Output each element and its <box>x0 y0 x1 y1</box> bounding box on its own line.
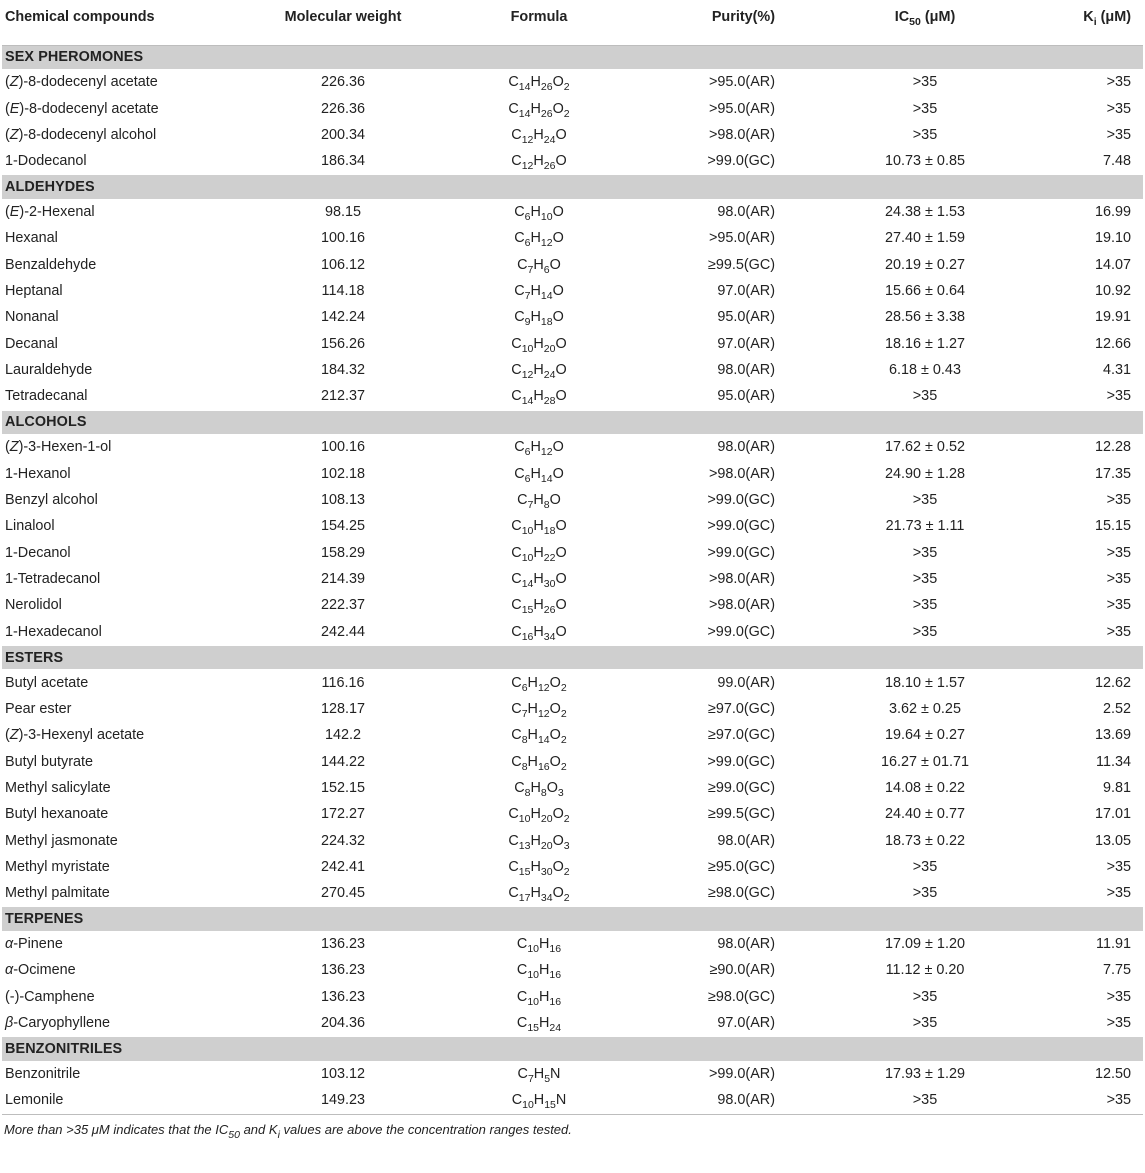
cell-mw: 270.45 <box>320 885 365 902</box>
cell-formula: $C_7H_5N$ <box>517 1066 561 1086</box>
table-row <box>2 984 1143 1010</box>
cell-ki: 16.99 <box>1094 204 1131 221</box>
cell-formula: $C_{15}H_{24}$ <box>516 1015 562 1035</box>
cell-compound: Pear ester <box>5 700 72 717</box>
cell-ic50: 24.90 ± 1.28 <box>885 465 965 482</box>
section-title: SEX PHEROMONES <box>2 45 1143 69</box>
cell-mw: 100.16 <box>320 439 365 456</box>
header-purity: Purity(%) <box>644 0 845 45</box>
table-row <box>2 696 1143 722</box>
cell-ic50: >35 <box>912 1015 938 1032</box>
cell-mw: 136.23 <box>320 988 365 1005</box>
header-formula: Formula <box>434 0 644 45</box>
table-row <box>2 748 1143 774</box>
cell-compound: Benzonitrile <box>5 1066 81 1083</box>
table-row <box>2 487 1143 513</box>
cell-ic50: >35 <box>912 1092 938 1109</box>
cell-formula: $C_{13}H_{20}O_3$ <box>508 832 570 852</box>
table-row <box>2 931 1143 957</box>
cell-formula: $C_{14}H_{30}O$ <box>511 571 567 591</box>
cell-compound: (Z)-8-dodecenyl acetate <box>5 74 158 91</box>
cell-mw: 226.36 <box>320 100 365 117</box>
cell-purity: 98.0(AR) <box>717 936 775 953</box>
cell-ki: 10.92 <box>1094 283 1131 300</box>
cell-purity: 98.0(AR) <box>717 204 775 221</box>
cell-mw: 156.26 <box>320 335 365 352</box>
cell-ic50: 17.93 ± 1.29 <box>885 1066 965 1083</box>
cell-mw: 154.25 <box>320 518 365 535</box>
cell-ki: >35 <box>1106 126 1131 143</box>
cell-compound: Tetradecanal <box>5 388 88 405</box>
cell-mw: 136.23 <box>320 962 365 979</box>
table-row <box>2 854 1143 880</box>
cell-ic50: 14.08 ± 0.22 <box>885 779 965 796</box>
cell-purity: 98.0(AR) <box>717 1092 775 1109</box>
cell-ic50: >35 <box>912 885 938 902</box>
cell-compound: 1-Decanol <box>5 544 71 561</box>
cell-ic50: 24.40 ± 0.77 <box>885 806 965 823</box>
header-compound: Chemical compounds <box>2 0 252 45</box>
cell-ic50: 18.73 ± 0.22 <box>885 832 965 849</box>
cell-compound: Benzyl alcohol <box>5 491 98 508</box>
cell-mw: 136.23 <box>320 936 365 953</box>
cell-purity: >99.0(GC) <box>707 623 775 640</box>
cell-mw: 102.18 <box>320 465 365 482</box>
cell-formula: $C_7H_8O$ <box>517 491 561 511</box>
cell-formula: $C_{12}H_{24}O$ <box>511 126 567 146</box>
cell-compound: (Z)-8-dodecenyl alcohol <box>5 126 157 143</box>
table-row <box>2 434 1143 460</box>
cell-formula: $C_{14}H_{26}O_2$ <box>508 100 570 120</box>
cell-purity: >98.0(AR) <box>709 597 775 614</box>
cell-ic50: 19.64 ± 0.27 <box>885 727 965 744</box>
cell-purity: 98.0(AR) <box>717 362 775 379</box>
cell-ki: 17.01 <box>1094 806 1131 823</box>
cell-compound: Nonanal <box>5 309 59 326</box>
cell-purity: >95.0(AR) <box>709 100 775 117</box>
cell-purity: >98.0(AR) <box>709 571 775 588</box>
cell-ic50: 3.62 ± 0.25 <box>889 700 961 717</box>
cell-ic50: >35 <box>912 74 938 91</box>
cell-purity: 97.0(AR) <box>717 335 775 352</box>
cell-ki: >35 <box>1106 74 1131 91</box>
cell-purity: ≥97.0(GC) <box>707 727 775 744</box>
cell-formula: $C_8H_8O_3$ <box>514 779 564 799</box>
cell-mw: 226.36 <box>320 74 365 91</box>
cell-mw: 242.41 <box>320 858 365 875</box>
cell-ki: 7.48 <box>1102 153 1131 170</box>
table-row <box>2 122 1143 148</box>
cell-purity: ≥98.0(GC) <box>707 988 775 1005</box>
cell-purity: >95.0(AR) <box>709 74 775 91</box>
table-row <box>2 801 1143 827</box>
cell-formula: $C_6H_{12}O$ <box>514 439 564 459</box>
cell-mw: 204.36 <box>320 1015 365 1032</box>
cell-ki: 12.50 <box>1094 1066 1131 1083</box>
cell-purity: 97.0(AR) <box>717 283 775 300</box>
cell-compound: α-Pinene <box>5 936 63 953</box>
table-row <box>2 775 1143 801</box>
cell-ic50: >35 <box>912 491 938 508</box>
cell-formula: $C_{12}H_{26}O$ <box>511 153 567 173</box>
cell-mw: 149.23 <box>320 1092 365 1109</box>
cell-ic50: >35 <box>912 597 938 614</box>
cell-compound: (E)-2-Hexenal <box>5 204 95 221</box>
cell-ic50: 11.12 ± 0.20 <box>885 962 965 979</box>
cell-formula: $C_{14}H_{28}O$ <box>511 388 567 408</box>
cell-ic50: >35 <box>912 858 938 875</box>
cell-ki: 19.10 <box>1094 230 1131 247</box>
cell-ki: 13.69 <box>1094 727 1131 744</box>
cell-formula: $C_{10}H_{15}N$ <box>511 1092 567 1112</box>
cell-ki: >35 <box>1106 388 1131 405</box>
cell-purity: 95.0(AR) <box>717 309 775 326</box>
cell-purity: >95.0(AR) <box>709 230 775 247</box>
cell-compound: 1-Hexanol <box>5 465 71 482</box>
cell-ic50: 10.73 ± 0.85 <box>885 153 965 170</box>
cell-formula: $C_{10}H_{16}$ <box>516 936 562 956</box>
cell-ic50: 17.09 ± 1.20 <box>885 936 965 953</box>
cell-ki: 2.52 <box>1102 700 1131 717</box>
cell-formula: $C_{10}H_{20}O$ <box>511 335 567 355</box>
cell-compound: α-Ocimene <box>5 962 76 979</box>
cell-mw: 212.37 <box>320 388 365 405</box>
table-row <box>2 148 1143 175</box>
cell-mw: 144.22 <box>320 753 365 770</box>
table-row <box>2 592 1143 618</box>
cell-purity: >99.0(AR) <box>709 1066 775 1083</box>
cell-mw: 106.12 <box>320 256 365 273</box>
cell-ic50: >35 <box>912 988 938 1005</box>
table-row <box>2 722 1143 748</box>
table-row <box>2 95 1143 121</box>
cell-mw: 172.27 <box>320 806 365 823</box>
section-header-row <box>2 1037 1143 1061</box>
cell-mw: 142.2 <box>324 727 361 744</box>
cell-purity: 98.0(AR) <box>717 832 775 849</box>
cell-formula: $C_7H_6O$ <box>517 256 561 276</box>
cell-formula: $C_{17}H_{34}O_2$ <box>508 885 570 905</box>
cell-purity: ≥90.0(AR) <box>709 962 775 979</box>
cell-formula: $C_{10}H_{22}O$ <box>511 544 567 564</box>
cell-ic50: 15.66 ± 0.64 <box>885 283 965 300</box>
compounds-table <box>2 0 1143 1115</box>
cell-formula: $C_{10}H_{20}O_2$ <box>508 806 570 826</box>
section-title: ALDEHYDES <box>2 175 1143 199</box>
cell-mw: 116.16 <box>321 674 365 691</box>
cell-ic50: >35 <box>912 544 938 561</box>
section-title: ESTERS <box>2 645 1143 669</box>
cell-ic50: 27.40 ± 1.59 <box>885 230 965 247</box>
cell-compound: (-)-Camphene <box>5 988 95 1005</box>
cell-purity: 95.0(AR) <box>717 388 775 405</box>
cell-mw: 184.32 <box>320 362 365 379</box>
section-header-row <box>2 907 1143 931</box>
cell-formula: $C_{14}H_{26}O_2$ <box>508 74 570 94</box>
cell-compound: (Z)-3-Hexenyl acetate <box>5 727 145 744</box>
cell-purity: 98.0(AR) <box>717 439 775 456</box>
table-row <box>2 957 1143 983</box>
cell-ic50: 20.19 ± 0.27 <box>885 256 965 273</box>
header-molecular-weight: Molecular weight <box>252 0 434 45</box>
table-row <box>2 880 1143 907</box>
cell-ki: >35 <box>1106 571 1131 588</box>
cell-compound: Nerolidol <box>5 597 62 614</box>
table-footnote: More than >35 μM indicates that the $IC_{50}$ and $K_i$ values are above the concentration ranges tested. <box>4 1121 572 1141</box>
cell-ki: 19.91 <box>1094 309 1131 326</box>
section-header-row <box>2 410 1143 434</box>
cell-ki: 12.28 <box>1094 439 1131 456</box>
cell-compound: Lemonile <box>5 1092 64 1109</box>
cell-ic50: 18.10 ± 1.57 <box>885 674 965 691</box>
cell-mw: 242.44 <box>320 623 365 640</box>
cell-compound: Methyl palmitate <box>5 885 110 902</box>
cell-purity: ≥98.0(GC) <box>707 885 775 902</box>
cell-formula: $C_8H_{14}O_2$ <box>511 727 567 747</box>
cell-mw: 200.34 <box>320 126 365 143</box>
cell-mw: 128.17 <box>320 700 365 717</box>
cell-formula: $C_{15}H_{26}O$ <box>511 597 567 617</box>
section-header-row <box>2 645 1143 669</box>
cell-compound: (E)-8-dodecenyl acetate <box>5 100 159 117</box>
cell-ki: >35 <box>1106 491 1131 508</box>
section-header-row <box>2 45 1143 69</box>
cell-ki: 4.31 <box>1102 362 1131 379</box>
cell-ki: >35 <box>1106 597 1131 614</box>
table-row <box>2 199 1143 225</box>
cell-purity: ≥99.0(GC) <box>707 779 775 796</box>
cell-ki: 9.81 <box>1102 779 1131 796</box>
cell-ki: >35 <box>1106 885 1131 902</box>
cell-purity: >98.0(AR) <box>709 465 775 482</box>
cell-formula: $C_7H_{14}O$ <box>514 283 564 303</box>
cell-ki: 11.91 <box>1096 936 1131 953</box>
table-row <box>2 540 1143 566</box>
cell-compound: Heptanal <box>5 283 63 300</box>
table-row <box>2 383 1143 410</box>
table-row <box>2 304 1143 330</box>
table-row <box>2 566 1143 592</box>
cell-purity: ≥99.5(GC) <box>707 806 775 823</box>
cell-purity: >99.0(GC) <box>707 518 775 535</box>
cell-formula: $C_9H_{18}O$ <box>514 309 564 329</box>
cell-compound: Methyl myristate <box>5 858 110 875</box>
cell-mw: 108.13 <box>320 491 365 508</box>
table-row <box>2 278 1143 304</box>
cell-ki: 7.75 <box>1102 962 1131 979</box>
section-title: BENZONITRILES <box>2 1037 1143 1061</box>
table-row <box>2 252 1143 278</box>
cell-ic50: 17.62 ± 0.52 <box>885 439 965 456</box>
table-row <box>2 357 1143 383</box>
cell-ki: 12.62 <box>1094 674 1131 691</box>
cell-mw: 222.37 <box>320 597 365 614</box>
cell-ki: 17.35 <box>1094 465 1131 482</box>
cell-formula: $C_6H_{10}O$ <box>514 204 564 224</box>
cell-formula: $C_{10}H_{16}$ <box>516 988 562 1008</box>
cell-mw: 152.15 <box>320 779 365 796</box>
cell-compound: Methyl salicylate <box>5 779 111 796</box>
cell-ic50: 24.38 ± 1.53 <box>885 204 965 221</box>
section-title: TERPENES <box>2 907 1143 931</box>
cell-ic50: 16.27 ± 01.71 <box>881 753 969 770</box>
cell-ic50: >35 <box>912 623 938 640</box>
cell-compound: Decanal <box>5 335 58 352</box>
cell-compound: Butyl acetate <box>5 674 89 691</box>
cell-compound: 1-Hexadecanol <box>5 623 102 640</box>
cell-compound: Hexanal <box>5 230 58 247</box>
cell-compound: Butyl hexanoate <box>5 806 109 823</box>
cell-ic50: 28.56 ± 3.38 <box>885 309 965 326</box>
cell-ki: >35 <box>1106 988 1131 1005</box>
table-row <box>2 669 1143 695</box>
table-row <box>2 1087 1143 1114</box>
table-row <box>2 225 1143 251</box>
cell-purity: ≥95.0(GC) <box>707 858 775 875</box>
cell-ki: >35 <box>1106 623 1131 640</box>
cell-mw: 114.18 <box>321 283 365 300</box>
cell-mw: 224.32 <box>320 832 365 849</box>
cell-formula: $C_7H_{12}O_2$ <box>511 700 567 720</box>
header-ic50: $IC_{50}$ (μM) <box>845 0 1005 45</box>
cell-ki: 12.66 <box>1094 335 1131 352</box>
cell-formula: $C_6H_{12}O$ <box>514 230 564 250</box>
cell-ki: 11.34 <box>1096 753 1131 770</box>
cell-ic50: 6.18 ± 0.43 <box>889 362 961 379</box>
cell-ic50: >35 <box>912 388 938 405</box>
cell-ic50: 18.16 ± 1.27 <box>885 335 965 352</box>
cell-formula: $C_6H_{12}O_2$ <box>511 674 567 694</box>
cell-purity: >99.0(GC) <box>707 491 775 508</box>
cell-purity: >98.0(AR) <box>709 126 775 143</box>
cell-compound: Methyl jasmonate <box>5 832 118 849</box>
cell-compound: Lauraldehyde <box>5 362 93 379</box>
cell-formula: $C_{12}H_{24}O$ <box>511 362 567 382</box>
cell-ki: 14.07 <box>1094 256 1131 273</box>
section-title: ALCOHOLS <box>2 410 1143 434</box>
cell-compound: 1-Tetradecanol <box>5 571 101 588</box>
cell-ic50: 21.73 ± 1.11 <box>885 518 965 535</box>
cell-ki: 15.15 <box>1094 518 1131 535</box>
table-row <box>2 513 1143 539</box>
cell-purity: ≥99.5(GC) <box>707 256 775 273</box>
table-row <box>2 1010 1143 1037</box>
cell-ki: 13.05 <box>1094 832 1131 849</box>
cell-ki: >35 <box>1106 100 1131 117</box>
cell-compound: β-Caryophyllene <box>5 1015 111 1032</box>
cell-purity: >99.0(GC) <box>707 753 775 770</box>
cell-compound: Butyl butyrate <box>5 753 93 770</box>
cell-ic50: >35 <box>912 100 938 117</box>
cell-purity: >99.0(GC) <box>707 544 775 561</box>
cell-purity: 97.0(AR) <box>717 1015 775 1032</box>
cell-mw: 142.24 <box>320 309 365 326</box>
cell-mw: 98.15 <box>324 204 361 221</box>
cell-compound: Linalool <box>5 518 55 535</box>
cell-purity: >99.0(GC) <box>707 153 775 170</box>
header-ki: $K_i$ (μM) <box>1005 0 1143 45</box>
table-row <box>2 1061 1143 1087</box>
cell-ki: >35 <box>1106 1092 1131 1109</box>
cell-ic50: >35 <box>912 126 938 143</box>
table-row <box>2 69 1143 95</box>
cell-compound: 1-Dodecanol <box>5 153 87 170</box>
section-header-row <box>2 175 1143 199</box>
cell-ki: >35 <box>1106 858 1131 875</box>
table-body <box>2 45 1143 1114</box>
cell-purity: 99.0(AR) <box>717 674 775 691</box>
cell-formula: $C_{16}H_{34}O$ <box>511 623 567 643</box>
table-row <box>2 331 1143 357</box>
cell-mw: 214.39 <box>320 571 365 588</box>
cell-mw: 100.16 <box>320 230 365 247</box>
cell-ki: >35 <box>1106 1015 1131 1032</box>
cell-formula: $C_{10}H_{18}O$ <box>511 518 567 538</box>
cell-formula: $C_{10}H_{16}$ <box>516 962 562 982</box>
cell-ic50: >35 <box>912 571 938 588</box>
table-header-row <box>2 0 1143 45</box>
cell-formula: $C_6H_{14}O$ <box>514 465 564 485</box>
cell-mw: 103.12 <box>320 1066 365 1083</box>
cell-purity: ≥97.0(GC) <box>707 700 775 717</box>
table-row <box>2 827 1143 853</box>
table-row <box>2 619 1143 646</box>
cell-formula: $C_{15}H_{30}O_2$ <box>508 858 570 878</box>
cell-formula: $C_8H_{16}O_2$ <box>511 753 567 773</box>
cell-ki: >35 <box>1106 544 1131 561</box>
cell-mw: 158.29 <box>320 544 365 561</box>
cell-compound: (Z)-3-Hexen-1-ol <box>5 439 112 456</box>
table-row <box>2 460 1143 486</box>
cell-compound: Benzaldehyde <box>5 256 97 273</box>
cell-mw: 186.34 <box>320 153 365 170</box>
